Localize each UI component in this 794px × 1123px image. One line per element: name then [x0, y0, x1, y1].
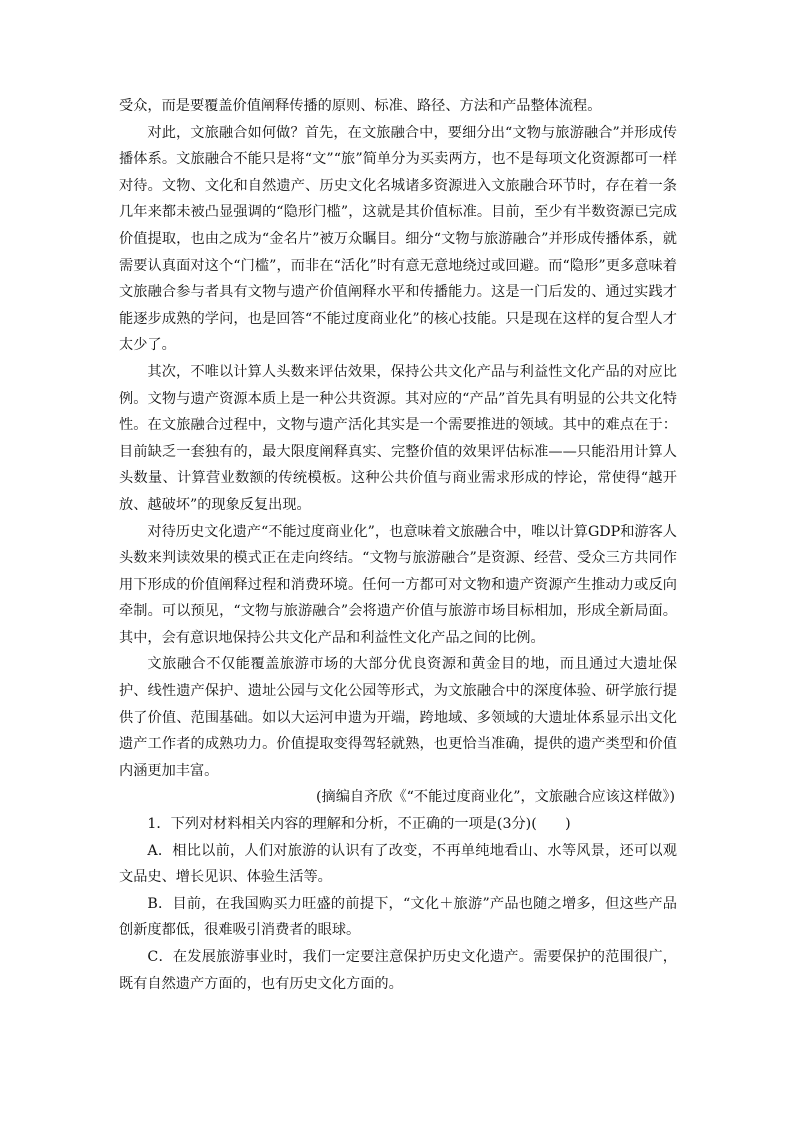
- paragraph: 对待历史文化遗产“不能过度商业化”，也意味着文旅融合中，唯以计算GDP和游客人头数来判读效果的模式正在走向终结。“文物与旅游融合”是资源、经营、受众三方共同作用下形成的价值阐释过程和消费环境。任何一方都可对文物和遗产资源产生推动力或反向牵制。可以预见，“文物与旅游融合”会将遗产价值与旅游市场目标相加，形成全新局面。其中，会有意识地保持公共文化产品和利益性文化产品之间的比例。: [119, 523, 677, 646]
- paragraph-continuation: 受众，而是要覆盖价值阐释传播的原则、标准、路径、方法和产品整体流程。: [119, 98, 602, 114]
- paragraph: 文旅融合不仅能覆盖旅游市场的大部分优良资源和黄金目的地，而且通过大遗址保护、线性遗产保护、遗址公园与文化公园等形式，为文旅融合中的深度体验、研学旅行提供了价值、范围基础。如以大运河申遗为开端，跨地域、多领域的大遗址体系显示出文化遗产工作者的成熟功力。价值提取变得驾轻就熟，也更恰当准确，提供的遗产类型和价值内涵更加丰富。: [119, 656, 677, 779]
- answer-option-b: B．目前，在我国购买力旺盛的前提下，“文化＋旅游”产品也随之增多，但这些产品创新度都低，很难吸引消费者的眼球。: [119, 895, 677, 939]
- answer-option-a: A．相比以前，人们对旅游的认识有了改变，不再单纯地看山、水等风景，还可以观文品史、增长见识、体验生活等。: [119, 842, 677, 886]
- source-citation: (摘编自齐欣《“不能过度商业化”，文旅融合应该这样做》): [316, 789, 675, 806]
- document-body: [119, 93, 677, 997]
- paragraph: 对此，文旅融合如何做？首先，在文旅融合中，要细分出“文物与旅游融合”并形成传播体系。文旅融合不能只是将“文”“旅”简单分为买卖两方，也不是每项文化资源都可一样对待。文物、文化和自然遗产、历史文化名城诸多资源进入文旅融合环节时，存在着一条几年来都未被凸显强调的“隐形门槛”，这就是其价值标准。目前，至少有半数资源已完成价值提取，也由之成为“金名片”被万众瞩目。细分“文物与旅游融合”并形成传播体系，就需要认真面对这个“门槛”，而非在“活化”时有意无意地绕过或回避。而“隐形”更多意味着文旅融合参与者具有文物与遗产价值阐释水平和传播能力。这是一门后发的、通过实践才能逐步成熟的学问，也是回答“不能过度商业化”的核心技能。只是现在这样的复合型人才太少了。: [119, 124, 677, 354]
- paragraph: 其次，不唯以计算人头数来评估效果，保持公共文化产品与利益性文化产品的对应比例。文物与遗产资源本质上是一种公共资源。其对应的“产品”首先具有明显的公共文化特性。在文旅融合过程中，文物与遗产活化其实是一个需要推进的领域。其中的难点在于：目前缺乏一套独有的，最大限度阐释真实、完整价值的效果评估标准——只能沿用计算人头数量、计算营业数额的传统模板。这种公共价值与商业需求形成的悖论，常使得“越开放、越破坏”的现象反复出现。: [119, 363, 677, 513]
- answer-option-c: C．在发展旅游事业时，我们一定要注意保护历史文化遗产。需要保护的范围很广，既有自然遗产方面的，也有历史文化方面的。: [119, 949, 677, 992]
- question-stem: 1．下列对材料相关内容的理解和分析，不正确的一项是(3分)( ): [147, 816, 571, 833]
